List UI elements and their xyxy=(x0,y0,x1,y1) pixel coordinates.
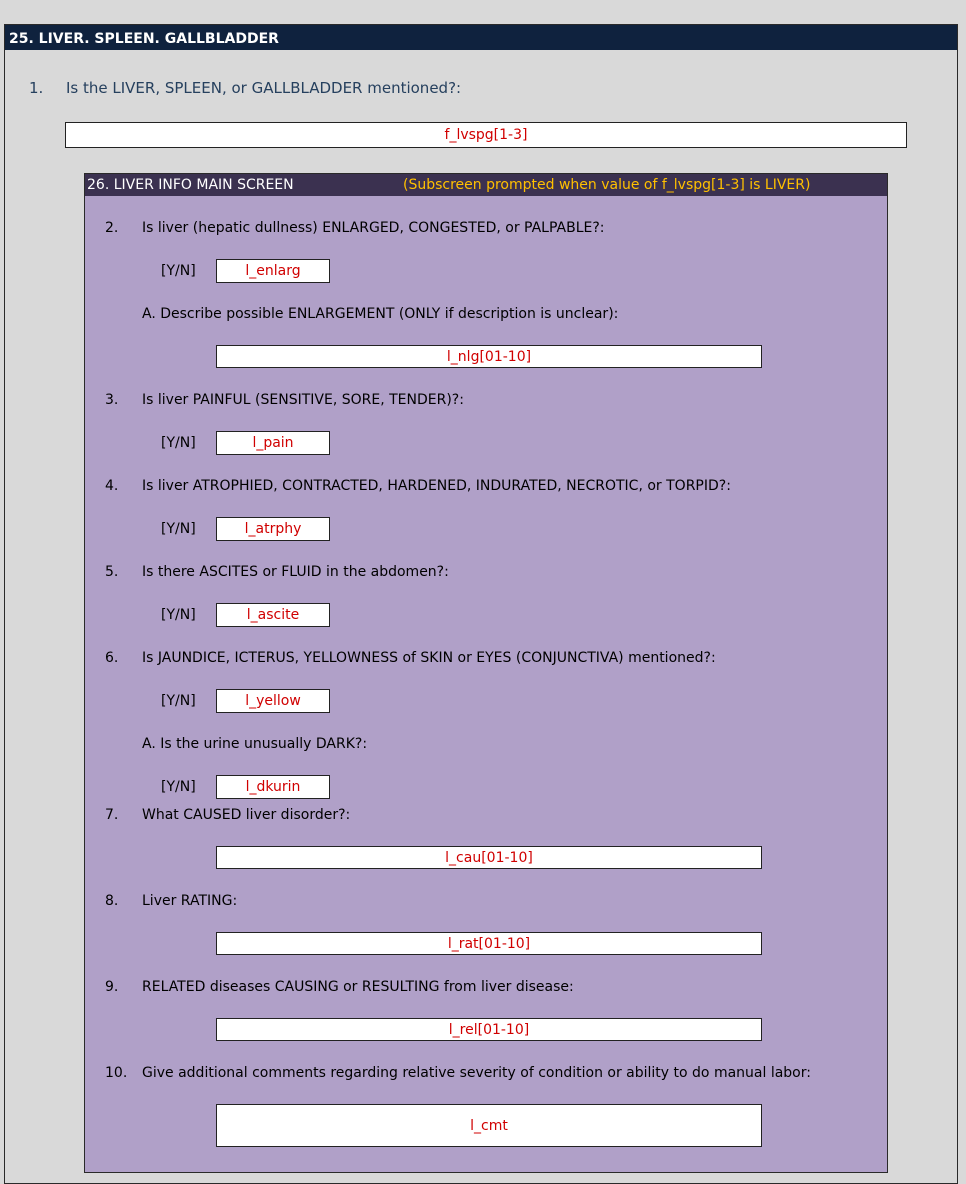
question-10-number: 10. xyxy=(105,1065,128,1081)
nlg-field[interactable]: l_nlg[01-10] xyxy=(216,345,762,368)
question-7-number: 7. xyxy=(105,807,119,823)
question-2a-text: A. Describe possible ENLARGEMENT (ONLY if description is unclear): xyxy=(142,306,619,322)
question-9-number: 9. xyxy=(105,979,119,995)
question-5-text: Is there ASCITES or FLUID in the abdomen?: xyxy=(142,564,449,580)
question-7-text: What CAUSED liver disorder?: xyxy=(142,807,351,823)
question-1-number: 1. xyxy=(29,79,44,97)
cau-field[interactable]: l_cau[01-10] xyxy=(216,846,762,869)
pain-field[interactable]: l_pain xyxy=(216,431,330,455)
rel-field[interactable]: l_rel[01-10] xyxy=(216,1018,762,1041)
question-2-text: Is liver (hepatic dullness) ENLARGED, CONGESTED, or PALPABLE?: xyxy=(142,220,605,236)
yn-label: [Y/N] xyxy=(161,607,196,623)
yn-label: [Y/N] xyxy=(161,693,196,709)
question-6a-text: A. Is the urine unusually DARK?: xyxy=(142,736,368,752)
lvspg-field[interactable]: f_lvspg[1-3] xyxy=(65,122,907,148)
question-6-text: Is JAUNDICE, ICTERUS, YELLOWNESS of SKIN or EYES (CONJUNCTIVA) mentioned?: xyxy=(142,650,716,666)
yn-label: [Y/N] xyxy=(161,779,196,795)
liver-spleen-gallbladder-section xyxy=(4,24,958,1184)
ascite-field[interactable]: l_ascite xyxy=(216,603,330,627)
question-4-number: 4. xyxy=(105,478,119,494)
yellow-field[interactable]: l_yellow xyxy=(216,689,330,713)
enlarg-field[interactable]: l_enlarg xyxy=(216,259,330,283)
question-8-number: 8. xyxy=(105,893,119,909)
question-10-text: Give additional comments regarding relative severity of condition or ability to do manual labor: xyxy=(142,1065,811,1081)
subscreen-note: (Subscreen prompted when value of f_lvspg[1-3] is LIVER) xyxy=(403,177,811,193)
question-1-text: Is the LIVER, SPLEEN, or GALLBLADDER mentioned?: xyxy=(66,79,462,97)
question-9-text: RELATED diseases CAUSING or RESULTING from liver disease: xyxy=(142,979,574,995)
subscreen-header xyxy=(85,174,887,196)
section-header: 25. LIVER. SPLEEN. GALLBLADDER xyxy=(5,25,957,50)
question-4-text: Is liver ATROPHIED, CONTRACTED, HARDENED, INDURATED, NECROTIC, or TORPID?: xyxy=(142,478,731,494)
subscreen-title: 26. LIVER INFO MAIN SCREEN xyxy=(87,177,294,193)
question-3-text: Is liver PAINFUL (SENSITIVE, SORE, TENDER)?: xyxy=(142,392,464,408)
question-5-number: 5. xyxy=(105,564,119,580)
question-6-number: 6. xyxy=(105,650,119,666)
yn-label: [Y/N] xyxy=(161,263,196,279)
rat-field[interactable]: l_rat[01-10] xyxy=(216,932,762,955)
yn-label: [Y/N] xyxy=(161,521,196,537)
yn-label: [Y/N] xyxy=(161,435,196,451)
liver-info-subscreen xyxy=(84,173,888,1173)
cmt-field[interactable]: l_cmt xyxy=(216,1104,762,1147)
dkurin-field[interactable]: l_dkurin xyxy=(216,775,330,799)
atrphy-field[interactable]: l_atrphy xyxy=(216,517,330,541)
question-3-number: 3. xyxy=(105,392,119,408)
question-2-number: 2. xyxy=(105,220,119,236)
question-8-text: Liver RATING: xyxy=(142,893,238,909)
